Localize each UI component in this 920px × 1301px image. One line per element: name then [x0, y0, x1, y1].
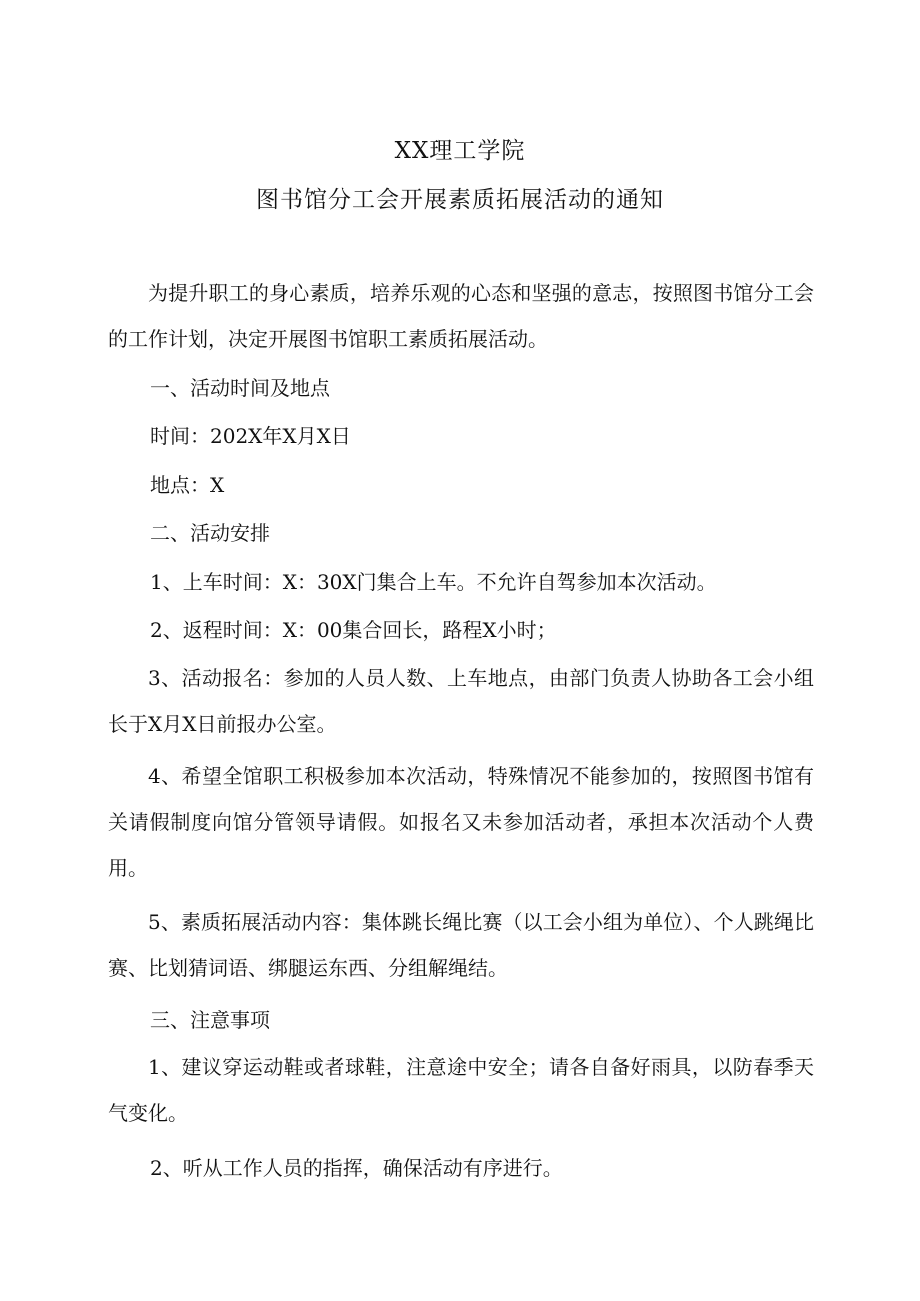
event-time: 时间：202X年X月X日 — [150, 424, 351, 448]
event-place: 地点：X — [150, 473, 225, 497]
section2-heading: 二、活动安排 — [150, 521, 270, 545]
document-subtitle: 图书馆分工会开展素质拓展活动的通知 — [256, 187, 664, 213]
notice-item-1: 1、建议穿运动鞋或者球鞋，注意途中安全；请各自备好雨具，以防春季天气变化。 — [108, 1055, 814, 1125]
document-title: XX理工学院 — [394, 138, 526, 164]
arrangement-item-2: 2、返程时间：X：00集合回长，路程X小时； — [150, 618, 557, 642]
notice-item-2: 2、听从工作人员的指挥，确保活动有序进行。 — [150, 1156, 563, 1180]
intro-paragraph: 为提升职工的身心素质，培养乐观的心态和坚强的意志，按照图书馆分工会的工作计划，决定开展图书馆职工素质拓展活动。 — [108, 281, 814, 351]
arrangement-item-4: 4、希望全馆职工积极参加本次活动，特殊情况不能参加的，按照图书馆有关请假制度向馆分管领导请假。如报名又未参加活动者，承担本次活动个人费用。 — [108, 764, 814, 880]
arrangement-item-5: 5、素质拓展活动内容：集体跳长绳比赛（以工会小组为单位）、个人跳绳比赛、比划猜词语、绑腿运东西、分组解绳结。 — [108, 910, 814, 980]
section1-heading: 一、活动时间及地点 — [150, 376, 330, 400]
arrangement-item-3: 3、活动报名：参加的人员人数、上车地点，由部门负责人协助各工会小组长于X月X日前报办公室。 — [108, 666, 814, 736]
arrangement-item-1: 1、上车时间：X：30X门集合上车。不允许自驾参加本次活动。 — [150, 570, 717, 594]
section3-heading: 三、注意事项 — [150, 1008, 270, 1032]
